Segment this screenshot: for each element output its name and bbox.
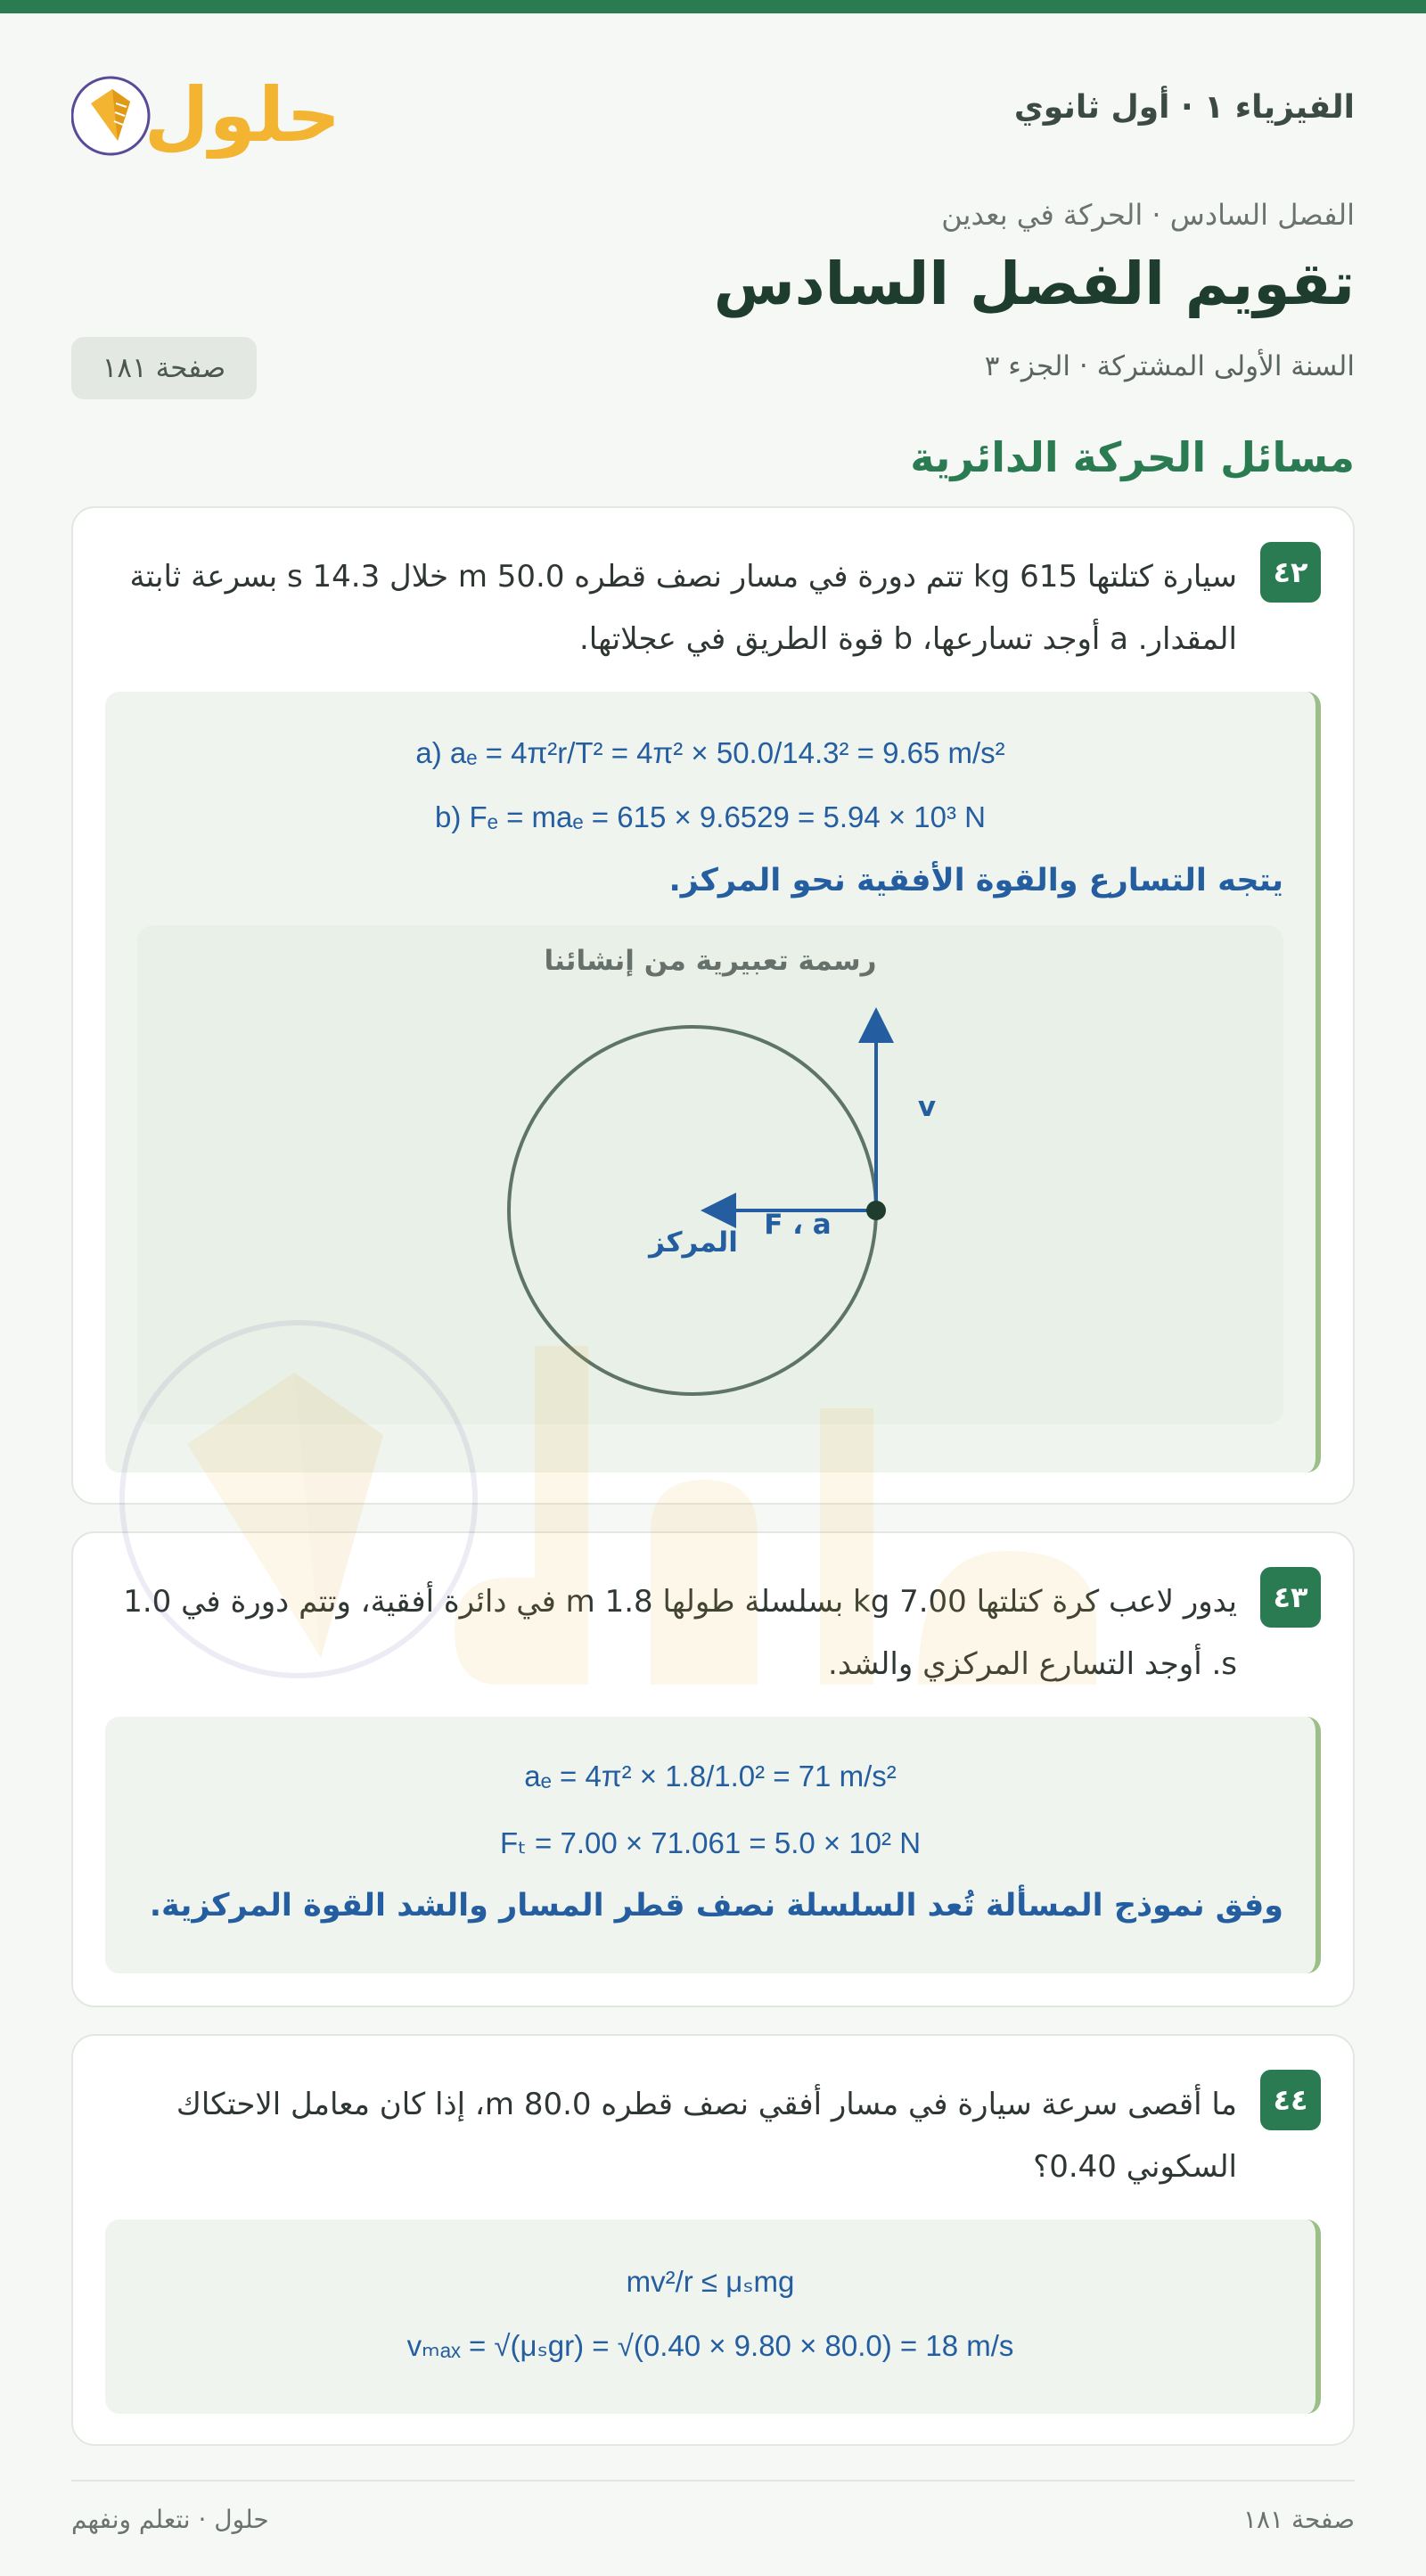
solution-box <box>105 692 1321 1473</box>
problem-question: سيارة كتلتها 615 kg تتم دورة في مسار نصف قطره 50.0 m خلال 14.3 s بسرعة ثابتة المقدار. a أوجد تسارعها، b قوة الطريق في عجلاتها. <box>129 559 1237 657</box>
chapter-line: الفصل السادس · الحركة في بعدين <box>941 198 1355 232</box>
problem-card <box>71 2034 1355 2446</box>
solution-equation: aₑ = 4π² × 1.8/1.0² = 71 m/s² <box>524 1760 897 1793</box>
solution-equation: vₘₐₓ = √(μₛgr) = √(0.40 × 9.80 × 80.0) = 18 m/s <box>406 2329 1014 2362</box>
force-label: F ، a <box>764 1209 832 1241</box>
car-point <box>866 1201 886 1220</box>
solution-equation: mv²/r ≤ μₛmg <box>626 2265 795 2298</box>
footer-page-number: صفحة ١٨١ <box>1242 2505 1355 2534</box>
section-title: مسائل الحركة الدائرية <box>910 433 1355 481</box>
book-logo-icon <box>71 52 339 159</box>
footer-brand: حلول · نتعلم ونفهم <box>71 2505 269 2534</box>
circular-motion-diagram <box>137 925 1283 1424</box>
problem-card <box>71 1531 1355 2007</box>
solution-equation: a) aₑ = 4π²r/T² = 4π² × 50.0/14.3² = 9.65 m/s² <box>415 736 1005 769</box>
center-label: المركز <box>649 1226 738 1259</box>
solution-note: وفق نموذج المسألة تُعد السلسلة نصف قطر المسار والشد القوة المركزية. <box>149 1888 1283 1924</box>
footer-divider <box>71 2480 1355 2482</box>
figure-caption: رسمة تعبيرية من إنشائنا <box>544 945 877 977</box>
grade-line: السنة الأولى المشتركة · الجزء ٣ <box>984 350 1355 382</box>
brand-name: حلول <box>143 71 339 159</box>
page-number-badge: صفحة ١٨١ <box>71 337 257 399</box>
page-header <box>71 52 1355 168</box>
top-accent-bar <box>0 0 1426 13</box>
problem-number: ٤٣ <box>1260 1567 1321 1628</box>
problem-question: يدور لاعب كرة كتلتها 7.00 kg بسلسلة طولها 1.8 m في دائرة أفقية، وتتم دورة في 1.0 s. أوجد التسارع المركزي والشد. <box>123 1584 1237 1682</box>
diagram-svg <box>137 925 1285 1424</box>
problem-number: ٤٤ <box>1260 2070 1321 2130</box>
velocity-label: v <box>917 1091 937 1123</box>
problem-question: ما أقصى سرعة سيارة في مسار أفقي نصف قطره 80.0 m، إذا كان معامل الاحتكاك السكوني 0.40؟ <box>176 2087 1237 2185</box>
problem-number: ٤٢ <box>1260 542 1321 603</box>
brand-logo[interactable] <box>71 52 339 159</box>
solution-equation: Fₜ = 7.00 × 71.061 = 5.0 × 10² N <box>499 1826 922 1859</box>
solution-box <box>105 1717 1321 1973</box>
page-title: تقويم الفصل السادس <box>713 250 1355 318</box>
problem-card <box>71 506 1355 1505</box>
solution-box <box>105 2219 1321 2414</box>
solution-note: يتجه التسارع والقوة الأفقية نحو المركز. <box>668 863 1283 898</box>
solution-equation: b) Fₑ = maₑ = 615 × 9.6529 = 5.94 × 10³ N <box>435 800 986 833</box>
subject-label: الفيزياء ١ · أول ثانوي <box>1013 89 1355 126</box>
